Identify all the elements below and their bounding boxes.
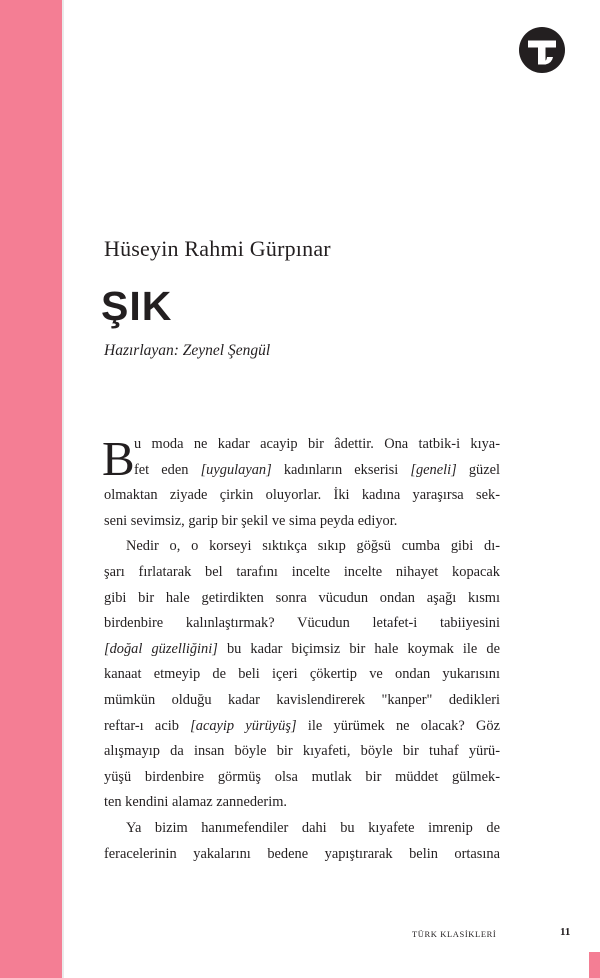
line-segment: seni sevimsiz, garip bir şekil ve sima peyda ediyor.: [104, 512, 398, 529]
author-name: Hüseyin Rahmi Gürpınar: [104, 236, 331, 261]
line-segment: ten kendini alamaz zannederim.: [104, 794, 287, 811]
line-segment: gibi bir hale getirdikten sonra vücudun ondan aşağı kısmı: [104, 589, 500, 606]
line-segment: u moda ne kadar acayip bir âdettir. Ona tatbik-i kıya-: [134, 436, 500, 452]
text-line: [104, 509, 500, 535]
text-line: [104, 816, 500, 842]
line-segment: reftar-ı acib: [104, 717, 191, 734]
gloss-text: [uygulayan]: [200, 461, 272, 478]
gloss-text: [acayip yürüyüş]: [190, 717, 297, 734]
line-segment: mümkün olduğu kadar kavislendirerek "kanper" dedikleri: [104, 691, 500, 708]
line-segment: şarı fırlatarak bel tarafını incelte incelte nihayet kopacak: [104, 563, 500, 580]
line-segment: Ya bizim hanımefendiler dahi bu kıyafete imrenip de: [126, 819, 500, 836]
line-segment: olmaktan ziyade çirkin oluyorlar. İki kadına yaraşırsa sek-: [104, 487, 500, 504]
series-label: TÜRK KLASİKLERİ: [412, 929, 497, 939]
text-line: [104, 534, 500, 560]
text-line: [104, 560, 500, 586]
text-line: [104, 714, 500, 740]
line-segment: ile yürümek ne olacak? Göz: [296, 717, 500, 734]
text-line: [104, 765, 500, 791]
text-line: [104, 662, 500, 688]
page-number: 11: [560, 926, 571, 938]
publisher-t-logo-icon: [518, 26, 566, 74]
gloss-text: [doğal güzelliğini]: [104, 640, 218, 657]
editor-credit: Hazırlayan: Zeynel Şengül: [104, 342, 271, 359]
page-gutter: [62, 0, 64, 978]
text-line: [104, 458, 500, 484]
line-segment: Nedir o, o korseyi sıktıkça sıkıp göğsü cumba gibi dı-: [126, 538, 500, 555]
line-segment: kanaat etmeyip de beli içeri çökertip ve ondan yukarısını: [104, 666, 500, 683]
text-line: [104, 483, 500, 509]
text-line: [104, 842, 500, 868]
line-segment: feracelerinin yakalarını bedene yapıştırarak belin ortasına: [104, 845, 500, 862]
drop-cap: B: [102, 431, 135, 486]
line-segment: alışmayıp da insan böyle bir kıyafeti, böyle bir tuhaf yürü-: [104, 743, 500, 760]
pink-side-band: [0, 0, 62, 978]
line-segment: yüşü birdenbire görmüş olsa mutlak bir müddet gülmek-: [104, 768, 500, 785]
text-line: [104, 739, 500, 765]
line-segment: güzel: [456, 461, 500, 478]
text-line: [104, 586, 500, 612]
line-segment: fet eden: [134, 461, 201, 478]
book-title: ŞIK: [101, 283, 173, 329]
line-segment: kadınların ekserisi: [271, 461, 411, 478]
text-line: [104, 611, 500, 637]
text-line: [104, 688, 500, 714]
text-line: [104, 432, 500, 458]
line-segment: birdenbire kalınlaştırmak? Vücudun letafet-i tabiiyesini: [104, 615, 500, 632]
text-line: [104, 637, 500, 663]
line-segment: bu kadar biçimsiz bir hale koymak ile de: [217, 640, 500, 657]
body-text: [104, 432, 500, 867]
gloss-text: [geneli]: [410, 461, 457, 478]
pink-page-tab: [589, 952, 600, 978]
text-line: [104, 790, 500, 816]
